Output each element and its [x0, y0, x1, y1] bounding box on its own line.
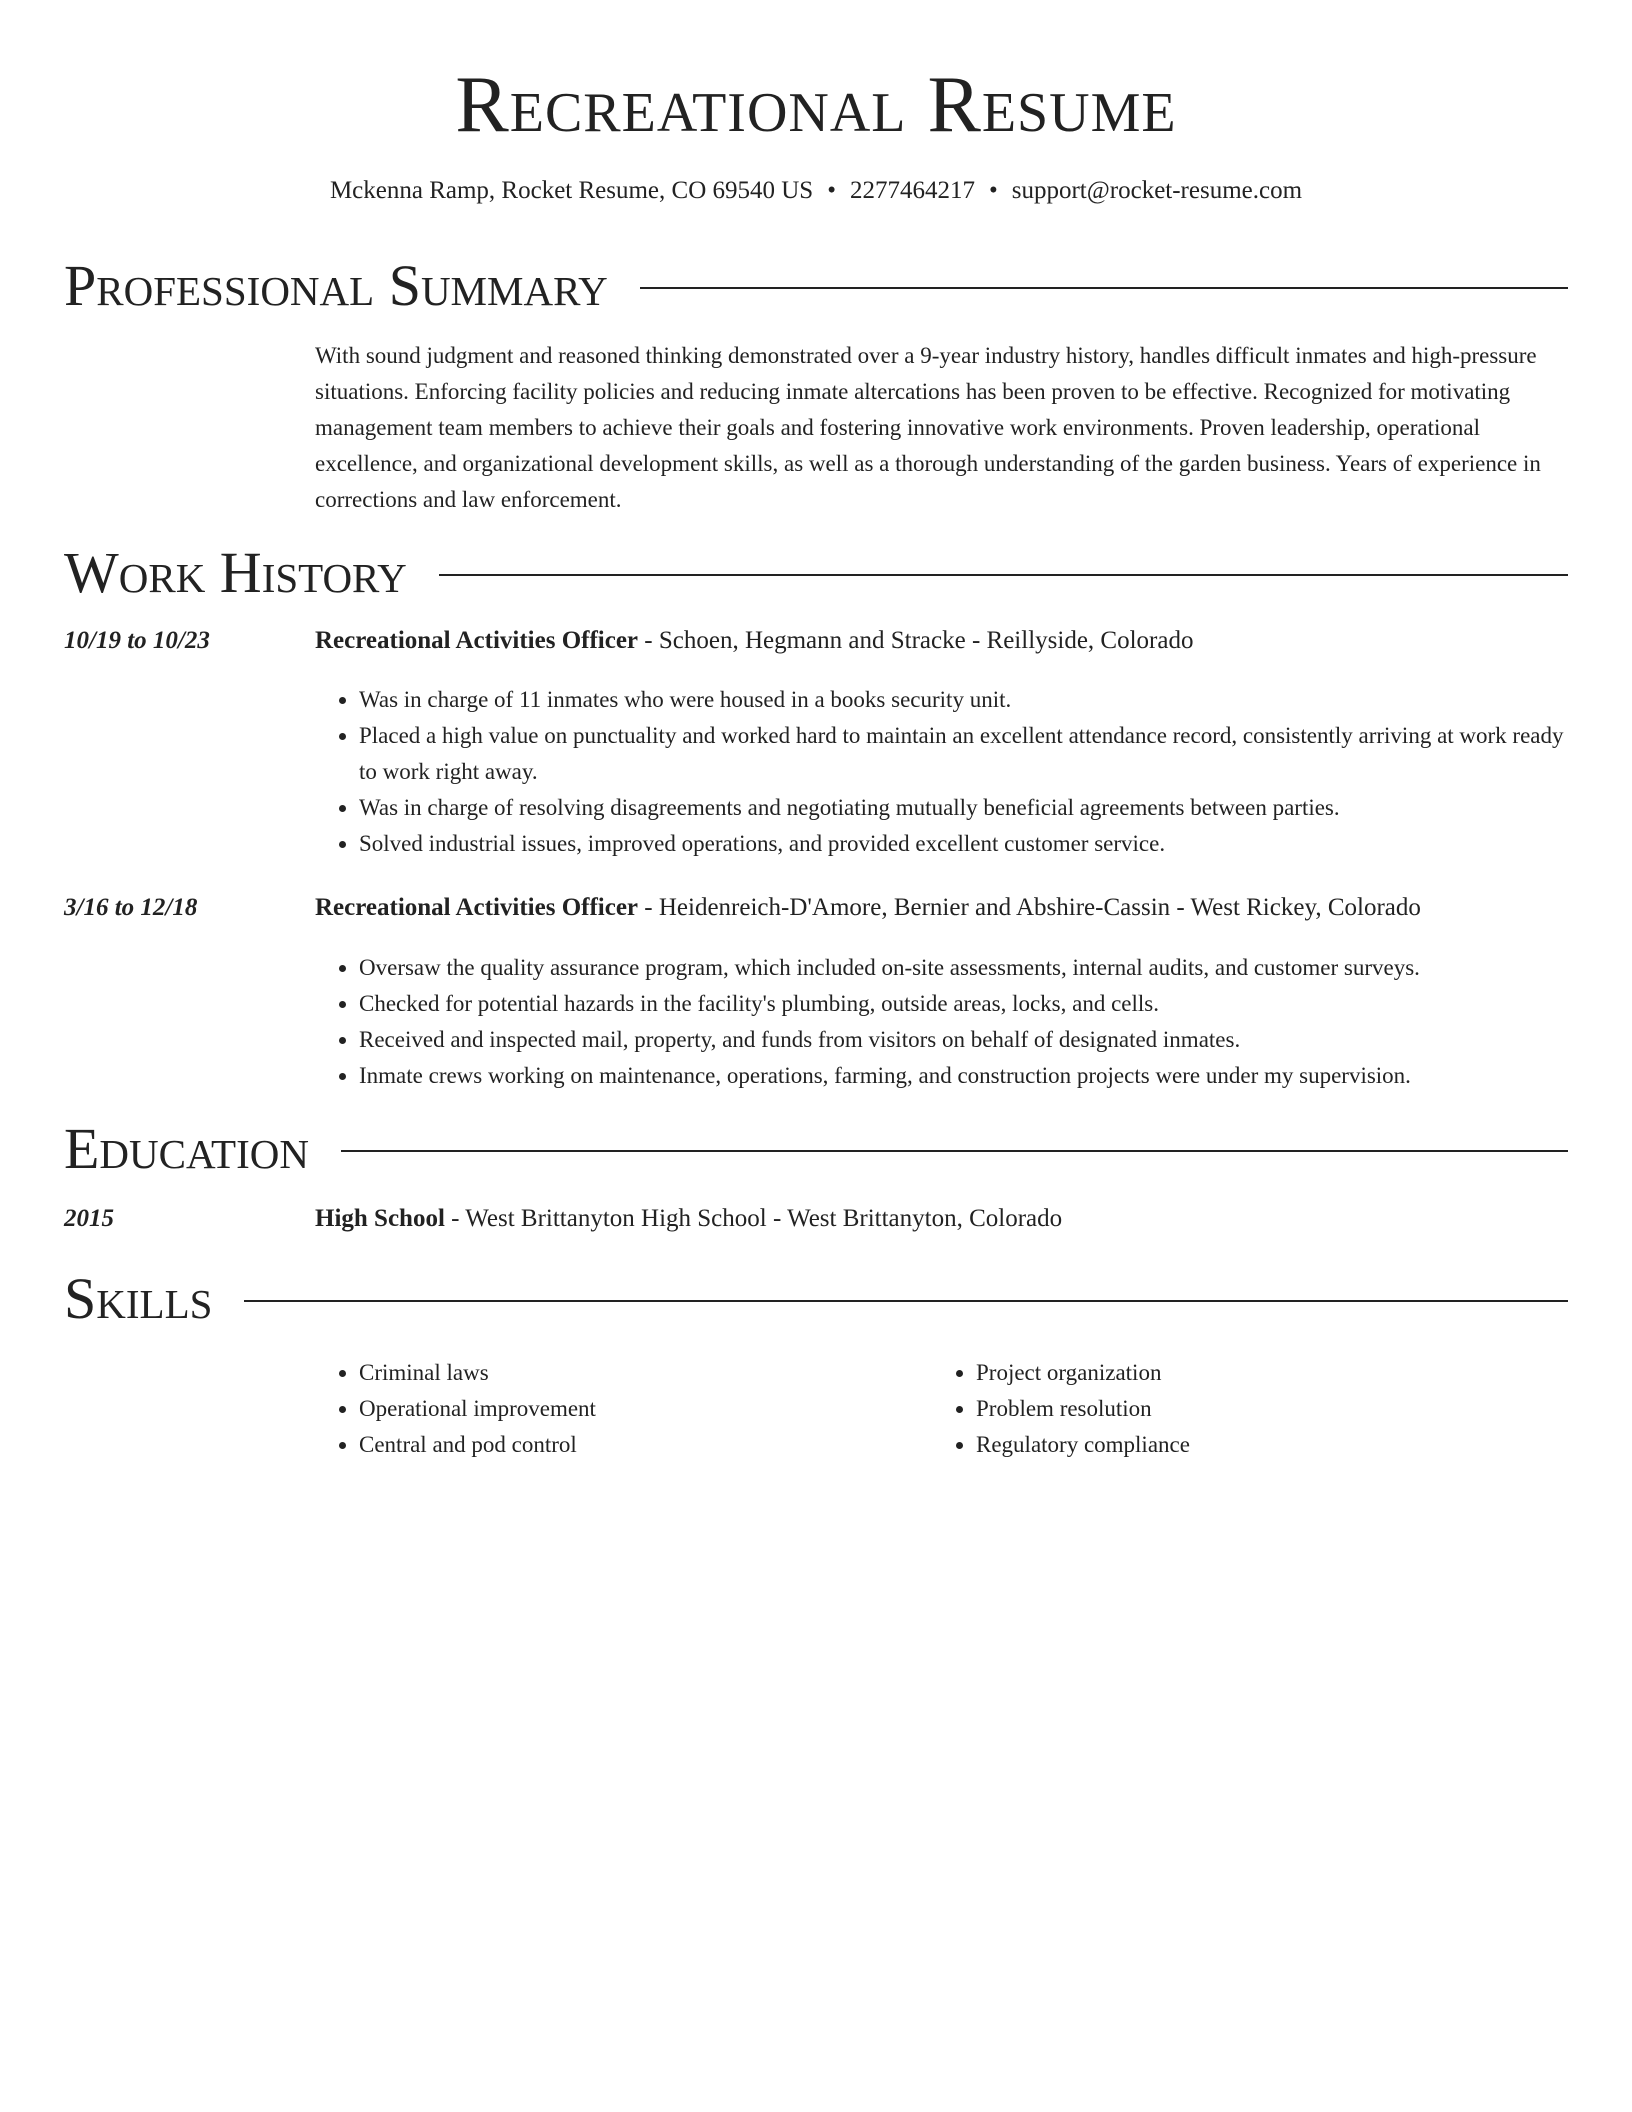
list-item: • Received and inspected mail, property, and funds from visitors on behalf of designated inmates. — [359, 1022, 1568, 1058]
section-divider — [244, 1300, 1568, 1302]
contact-email: support@rocket-resume.com — [1011, 177, 1303, 204]
work-heading: Work History — [64, 540, 407, 605]
skill-item: • Problem resolution — [976, 1391, 1532, 1427]
contact-phone: 2277464217 — [849, 177, 975, 204]
education-heading: Education — [64, 1116, 309, 1181]
job-title-line — [315, 624, 1568, 658]
skills-list-right — [932, 1355, 1532, 1463]
skill-item: • Project organization — [976, 1355, 1532, 1391]
education-line — [315, 1202, 1568, 1236]
summary-text: With sound judgment and reasoned thinking demonstrated over a 9-year industry history, handles difficult inmates and high-pressure situations. Enforcing facility policies and reducing inmate altercations has been proven to be effective. Recognized for motivating management team members to achieve their goals and fostering innovative work environments. Proven leadership, operational excellence, and organizational development skills, as well as a thorough understanding of the garden business. Years of experience in corrections and law enforcement. — [315, 343, 1541, 512]
education-degree: High School — [315, 1205, 445, 1232]
education-school: - West Brittanyton High School - West Brittanyton, Colorado — [444, 1205, 1063, 1232]
skills-list-left — [315, 1355, 915, 1463]
contact-separator: • — [827, 177, 836, 204]
job-employer: - Heidenreich-D'Amore, Bernier and Abshire-Cassin - West Rickey, Colorado — [638, 894, 1421, 921]
list-item: • Was in charge of 11 inmates who were housed in a books security unit. — [359, 682, 1568, 718]
summary-section-header — [64, 253, 1568, 319]
education-year: 2015 — [64, 1205, 114, 1232]
job-bullet-list — [315, 950, 1568, 1094]
skills-heading: Skills — [64, 1266, 213, 1331]
job-dates: 3/16 to 12/18 — [64, 894, 198, 921]
section-divider — [439, 574, 1568, 576]
summary-heading: Professional Summary — [64, 253, 608, 318]
skill-item: • Central and pod control — [359, 1427, 915, 1463]
contact-address: Mckenna Ramp, Rocket Resume, CO 69540 US — [329, 177, 814, 204]
skill-item: • Criminal laws — [359, 1355, 915, 1391]
skill-item: • Operational improvement — [359, 1391, 915, 1427]
job-role: Recreational Activities Officer — [315, 894, 639, 921]
contact-separator: • — [988, 177, 998, 204]
list-item: • Was in charge of resolving disagreements and negotiating mutually beneficial agreements between parties. — [359, 790, 1568, 826]
education-section-header — [64, 1116, 1568, 1182]
job-bullet-list — [315, 682, 1568, 862]
job-title-line — [315, 891, 1568, 925]
skill-item: • Regulatory compliance — [976, 1427, 1532, 1463]
list-item: • Oversaw the quality assurance program, which included on-site assessments, internal audits, and customer surveys. — [359, 950, 1568, 986]
job-dates: 10/19 to 10/23 — [64, 627, 210, 654]
list-item: • Inmate crews working on maintenance, operations, farming, and construction projects were under my supervision. — [359, 1058, 1568, 1094]
section-divider — [640, 287, 1568, 289]
section-divider — [341, 1150, 1568, 1152]
list-item: • Solved industrial issues, improved operations, and provided excellent customer service. — [359, 826, 1568, 862]
job-role: Recreational Activities Officer — [315, 627, 639, 654]
resume-title: Recreational Resume — [455, 61, 1177, 149]
list-item: • Checked for potential hazards in the facility's plumbing, outside areas, locks, and cells. — [359, 986, 1568, 1022]
skills-section-header — [64, 1266, 1568, 1332]
job-employer: - Schoen, Hegmann and Stracke - Reillyside, Colorado — [638, 627, 1194, 654]
contact-line — [64, 174, 1568, 208]
work-section-header — [64, 540, 1568, 606]
list-item: • Placed a high value on punctuality and worked hard to maintain an excellent attendance record, consistently arriving at work ready to work right away. — [359, 718, 1568, 790]
